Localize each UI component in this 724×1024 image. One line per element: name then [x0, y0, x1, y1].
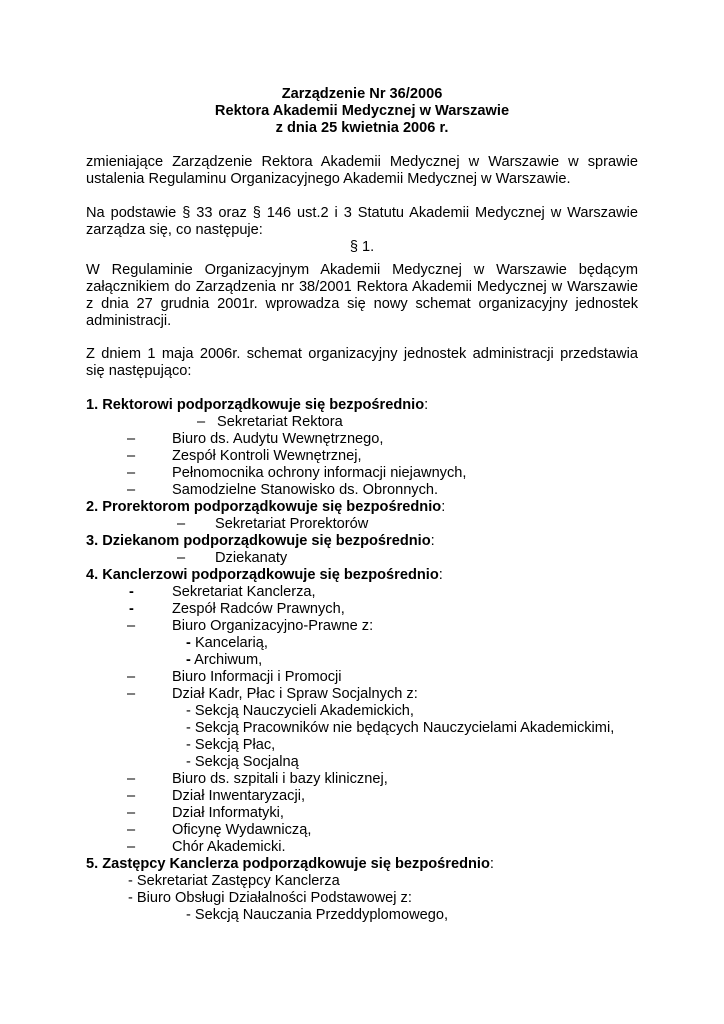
group-heading-rector: 1. Rektorowi podporządkowuje się bezpośrednio:: [86, 397, 429, 413]
list-bullet: –: [127, 669, 136, 685]
list-item: - Sekretariat Zastępcy Kanclerza: [128, 873, 340, 889]
list-item: Dział Informatyki,: [172, 805, 284, 821]
list-item: Oficynę Wydawniczą,: [172, 822, 312, 838]
list-bullet: –: [127, 431, 136, 447]
list-item: Chór Akademicki.: [172, 839, 286, 855]
basis-line: Na podstawie § 33 oraz § 146 ust.2 i 3 Statutu Akademii Medycznej w Warszawie: [86, 205, 638, 221]
paragraph-line: się następująco:: [86, 363, 192, 379]
list-item: Sekretariat Prorektorów: [215, 516, 369, 532]
list-item: - Biuro Obsługi Działalności Podstawowej z:: [128, 890, 412, 906]
list-bullet: –: [127, 465, 136, 481]
intro-line: ustalenia Regulaminu Organizacyjnego Akademii Medycznej w Warszawie.: [86, 171, 571, 187]
paragraph-line: Z dniem 1 maja 2006r. schemat organizacyjny jednostek administracji przedstawia: [86, 346, 638, 362]
list-item: Sekretariat Rektora: [217, 414, 343, 430]
sub-list-item: - Sekcją Płac,: [186, 737, 276, 753]
paragraph-line: z dnia 27 grudnia 2001r. wprowadza się nowy schemat organizacyjny jednostek: [86, 296, 638, 312]
list-item: Zespół Radców Prawnych,: [172, 601, 345, 617]
list-item: Dział Kadr, Płac i Spraw Socjalnych z:: [172, 686, 418, 702]
list-bullet: –: [127, 618, 136, 634]
sub-list-item: - Kancelarią,: [186, 635, 268, 651]
list-item: Biuro Organizacyjno-Prawne z:: [172, 618, 374, 634]
list-item: Dział Inwentaryzacji,: [172, 788, 306, 804]
sub-list-item: - Sekcją Nauczycieli Akademickich,: [186, 703, 414, 719]
list-bullet: –: [127, 788, 136, 804]
sub-list-item: - Sekcją Nauczania Przeddyplomowego,: [186, 907, 449, 923]
paragraph-line: W Regulaminie Organizacyjnym Akademii Medycznej w Warszawie będącym: [86, 262, 638, 278]
list-item: Biuro ds. Audytu Wewnętrznego,: [172, 431, 384, 447]
document-issuer: Rektora Akademii Medycznej w Warszawie: [214, 103, 510, 119]
document-title: Zarządzenie Nr 36/2006: [281, 86, 443, 102]
list-bullet: –: [127, 686, 136, 702]
group-heading-chancellor: 4. Kanclerzowi podporządkowuje się bezpośrednio:: [86, 567, 443, 583]
list-item: Biuro Informacji i Promocji: [172, 669, 342, 685]
list-bullet: –: [127, 805, 136, 821]
list-bullet: –: [177, 550, 186, 566]
basis-line: zarządza się, co następuje:: [86, 222, 263, 238]
list-item: Samodzielne Stanowisko ds. Obronnych.: [172, 482, 439, 498]
intro-line: zmieniające Zarządzenie Rektora Akademii Medycznej w Warszawie w sprawie: [86, 154, 638, 170]
list-item: Dziekanaty: [215, 550, 288, 566]
list-bullet: –: [127, 839, 136, 855]
sub-list-item: - Sekcją Socjalną: [186, 754, 299, 770]
list-item: Biuro ds. szpitali i bazy klinicznej,: [172, 771, 388, 787]
list-bullet: –: [127, 822, 136, 838]
group-heading-deputy-chancellor: 5. Zastępcy Kanclerza podporządkowuje się bezpośrednio:: [86, 856, 494, 872]
list-bullet: –: [197, 414, 206, 430]
section-marker: § 1.: [349, 239, 375, 255]
list-bullet: –: [127, 771, 136, 787]
list-item: Zespół Kontroli Wewnętrznej,: [172, 448, 362, 464]
paragraph-line: załącznikiem do Zarządzenia nr 38/2001 Rektora Akademii Medycznej w Warszawie: [86, 279, 638, 295]
sub-list-item: - Archiwum,: [186, 652, 263, 668]
sub-list-item: - Sekcją Pracowników nie będących Nauczycielami Akademickimi,: [186, 720, 615, 736]
list-bullet: -: [129, 601, 134, 617]
list-bullet: -: [129, 584, 134, 600]
list-item: Pełnomocnika ochrony informacji niejawnych,: [172, 465, 467, 481]
list-bullet: –: [127, 482, 136, 498]
list-bullet: –: [177, 516, 186, 532]
group-heading-prorectors: 2. Prorektorom podporządkowuje się bezpośrednio:: [86, 499, 446, 515]
group-heading-deans: 3. Dziekanom podporządkowuje się bezpośrednio:: [86, 533, 435, 549]
list-item: Sekretariat Kanclerza,: [172, 584, 316, 600]
paragraph-line: administracji.: [86, 313, 172, 329]
list-bullet: –: [127, 448, 136, 464]
document-date: z dnia 25 kwietnia 2006 r.: [275, 120, 449, 136]
